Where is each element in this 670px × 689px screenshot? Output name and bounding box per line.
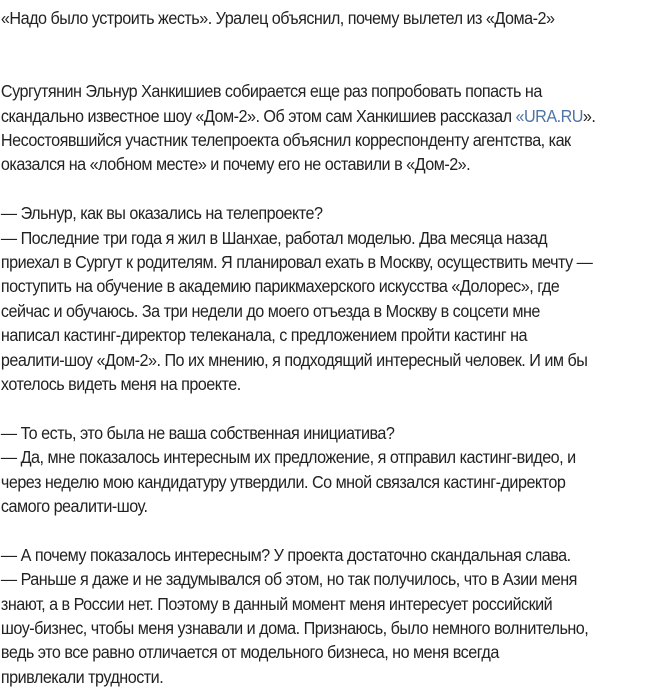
intro-line: Сургутянин Эльнур Ханкишиев собирается еще раз попробовать попасть на: [0, 81, 542, 102]
intro-line: Несостоявшийся участник телепроекта объяснил корреспонденту агентства, как: [0, 130, 571, 150]
qa-block-3: [1, 543, 670, 689]
spacer: [1, 30, 670, 54]
question: — То есть, это была не ваша собственная инициатива?: [0, 422, 395, 443]
question: — Эльнур, как вы оказались на телепроекте?: [0, 203, 323, 224]
answer-line: поступить на обучение в академию парикмахерского искусства «Долорес», где: [0, 276, 560, 297]
question: — А почему показалось интересным? У проекта достаточно скандальная слава.: [0, 544, 571, 565]
answer-line: шоу-бизнес, чтобы меня узнавали и дома. Признаюсь, было немного волнительно,: [0, 618, 589, 639]
intro-paragraph: [1, 79, 670, 177]
answer-line: — Раньше я даже и не задумывался об этом, но так получилось, что в Азии меня: [0, 569, 577, 590]
answer-line: — Да, мне показалось интересным их предложение, я отправил кастинг-видео, и: [0, 447, 576, 468]
answer-line: самого реалити-шоу.: [0, 496, 148, 517]
answer-line: — Последние три года я жил в Шанхае, работал моделью. Два месяца назад: [0, 227, 548, 248]
answer-line: через неделю мою кандидатуру утвердили. Со мной связался кастинг-директор: [0, 471, 566, 492]
answer-line: ведь это все равно отличается от модельного бизнеса, но меня всегда: [0, 642, 499, 663]
answer-line: написал кастинг-директор телеканала, с предложением пройти кастинг на: [0, 325, 528, 346]
answer-line: реалити-шоу «Дом-2». По их мнению, я подходящий интересный человек. И им бы: [0, 349, 588, 370]
intro-text: ».: [582, 105, 596, 126]
spacer: [1, 55, 670, 79]
answer-line: приехал в Сургут к родителям. Я планировал ехать в Москву, осуществить мечту —: [0, 252, 593, 273]
answer-line: сейчас и обучаюсь. За три недели до моего отъезда в Москву в соцсети мне: [0, 300, 540, 321]
source-link-ura-ru[interactable]: «URA.RU: [515, 105, 583, 126]
qa-block-1: [1, 201, 670, 396]
intro-line: [1, 104, 670, 128]
spacer: [1, 518, 670, 542]
spacer: [1, 396, 670, 420]
answer-line: привлекали трудности.: [0, 666, 164, 687]
intro-line: оказался на «лобном месте» и почему его не оставили в «Дом-2».: [0, 154, 471, 175]
intro-text: скандально известное шоу «Дом-2». Об этом сам Ханкишиев рассказал: [0, 105, 516, 126]
answer-line: знают, а в России нет. Поэтому в данный момент меня интересует российский: [0, 593, 553, 614]
answer-line: хотелось видеть меня на проекте.: [0, 374, 241, 395]
qa-block-2: [1, 421, 670, 519]
article-headline: «Надо было устроить жесть». Уралец объяснил, почему вылетел из «Дома-2»: [0, 8, 555, 28]
spacer: [1, 177, 670, 201]
